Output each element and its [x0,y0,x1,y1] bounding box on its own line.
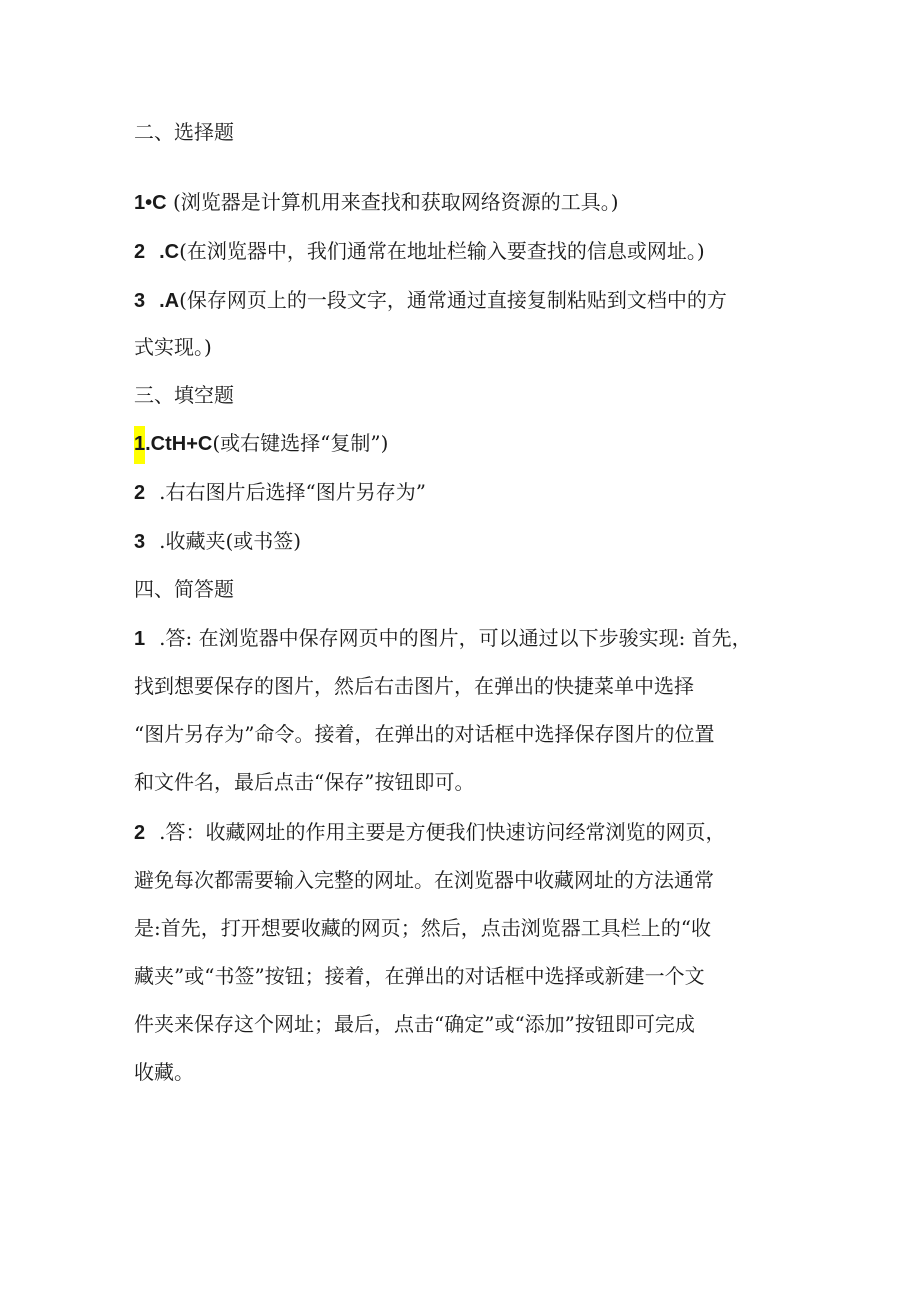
answer-text: 式实现。) [134,335,212,359]
answer-text: 藏夹”或“书签”按钮；接着，在弹出的对话框中选择或新建一个文 [134,964,705,988]
answer-number: .CtH+C [145,433,213,455]
answer-mark: .A [159,290,180,312]
short-answer-2-line-3 [134,914,711,942]
answer-text: 和文件名，最后点击“保存”按钮即可。 [134,770,475,794]
answer-text: (浏览器是计算机用来查找和获取网络资源的工具。) [172,190,619,214]
short-answer-1-line-3 [134,720,714,748]
short-answer-2-line-2 [134,866,714,894]
short-answer-1 [134,624,752,653]
answer-number: 1•C [134,192,167,214]
answer-number: 3 [134,290,146,312]
answer-text: (在浏览器中，我们通常在地址栏输入要查找的信息或网址。) [179,239,705,263]
answer-mark: .C [159,241,180,263]
short-answer-2-line-6 [134,1058,194,1086]
answer-number: 3 [134,531,146,553]
heading-text: 四、简答题 [134,577,234,601]
short-answer-1-line-4 [134,768,474,796]
section-heading-short [134,575,234,603]
section-heading-fill [134,381,234,409]
answer-text: “图片另存为”命令。接着，在弹出的对话框中选择保存图片的位置 [134,722,715,746]
choice-answer-2 [134,237,705,266]
answer-text: 找到想要保存的图片，然后右击图片，在弹出的快捷菜单中选择 [134,674,694,698]
answer-text: 是:首先，打开想要收藏的网页；然后，点击浏览器工具栏上的“收 [134,916,711,940]
answer-number: 2 [134,822,146,844]
short-answer-2-line-5 [134,1010,695,1038]
answer-number: 2 [134,241,146,263]
highlighted-number: 1 [134,426,145,464]
answer-text: 件夹来保存这个网址；最后，点击“确定”或“添加”按钮即可完成 [134,1012,695,1036]
short-answer-1-line-2 [134,672,694,700]
short-answer-2 [134,818,725,847]
choice-answer-3 [134,286,727,315]
fill-answer-3 [134,527,301,556]
answer-text: 收藏。 [134,1060,194,1084]
fill-answer-1 [134,429,388,458]
answer-text: .收藏夹(或书签) [159,529,302,553]
answer-text: .答：收藏网址的作用主要是方便我们快速访问经常浏览的网页， [159,820,726,844]
answer-text: 避免每次都需要输入完整的网址。在浏览器中收藏网址的方法通常 [134,868,714,892]
choice-answer-1 [134,188,619,217]
short-answer-2-line-4 [134,962,705,990]
answer-text: .右右图片后选择“图片另存为” [159,480,426,504]
answer-text: (或右键选择“复制”) [212,431,389,455]
answer-text: .答: 在浏览器中保存网页中的图片，可以通过以下步骏实现: 首先， [159,626,752,650]
section-heading-choice [134,118,234,146]
fill-answer-2 [134,478,426,507]
answer-number: 2 [134,482,146,504]
heading-text: 三、填空题 [134,383,234,407]
choice-answer-3-cont [134,333,212,361]
answer-number: 1 [134,628,146,650]
heading-text: 二、选择题 [134,120,234,144]
answer-text: (保存网页上的一段文字，通常通过直接复制粘贴到文档中的方 [179,288,727,312]
